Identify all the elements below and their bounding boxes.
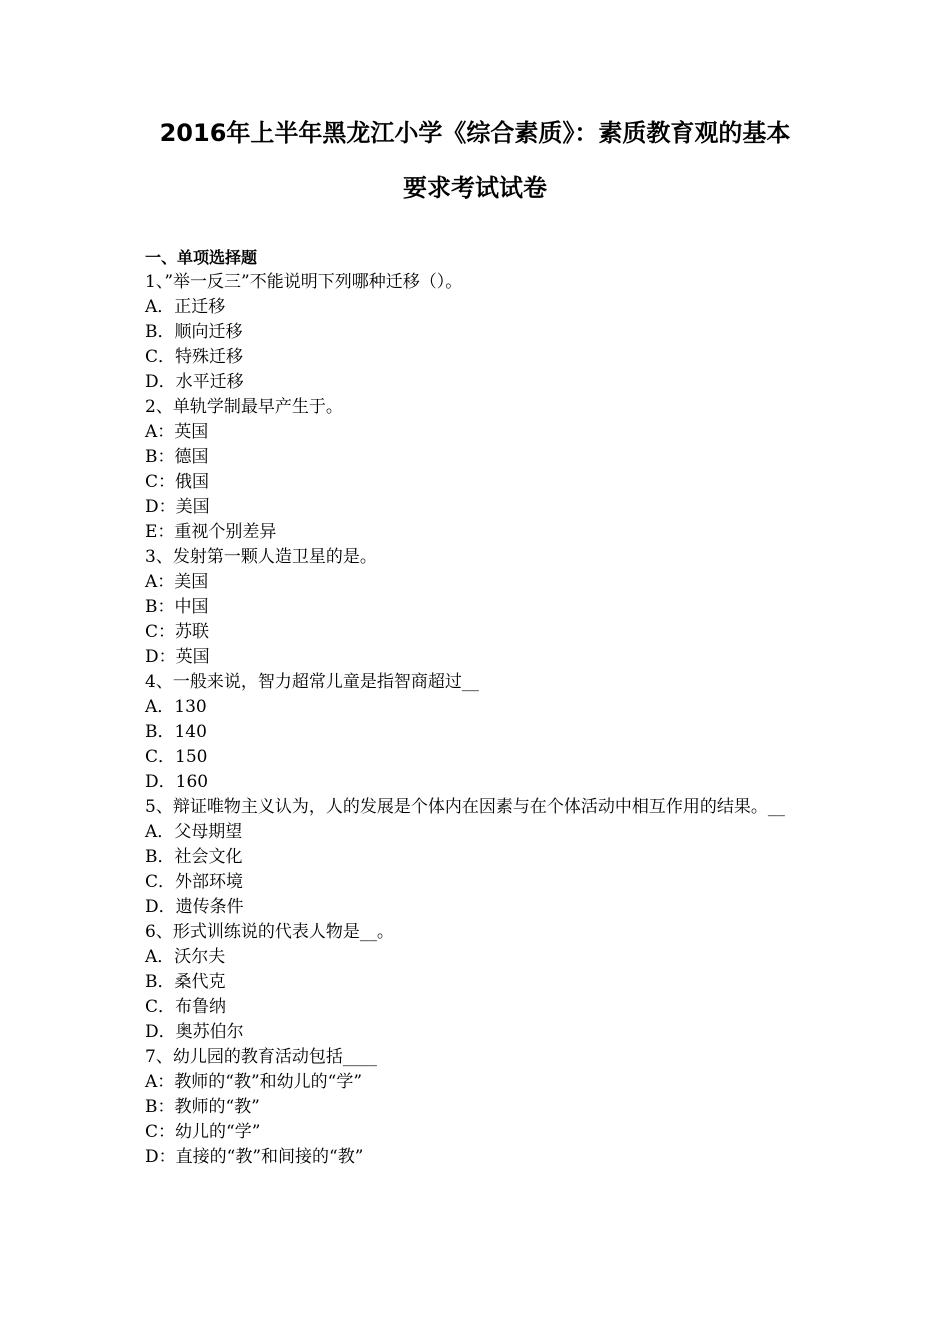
option-d: D：英国 bbox=[145, 647, 210, 667]
option-c: C．外部环境 bbox=[145, 872, 244, 892]
option-c: C：苏联 bbox=[145, 622, 210, 642]
question-5 bbox=[145, 795, 810, 920]
question-1 bbox=[145, 270, 810, 395]
document-title-line-1: 2016年上半年黑龙江小学《综合素质》：素质教育观的基本 bbox=[159, 119, 791, 147]
option-a: A．正迁移 bbox=[145, 297, 226, 317]
question-stem: 7、幼儿园的教育活动包括____ bbox=[145, 1047, 377, 1067]
option-b: B．桑代克 bbox=[145, 972, 226, 992]
question-3 bbox=[145, 545, 810, 670]
option-d: D．160 bbox=[145, 772, 209, 792]
option-c: C：俄国 bbox=[145, 472, 210, 492]
option-a: A．130 bbox=[145, 697, 207, 717]
section-heading: 一、单项选择题 bbox=[145, 248, 258, 267]
option-b: B．140 bbox=[145, 722, 207, 742]
option-a: A：英国 bbox=[145, 422, 209, 442]
question-stem: 6、形式训练说的代表人物是__。 bbox=[145, 922, 394, 942]
option-c: C．特殊迁移 bbox=[145, 347, 244, 367]
question-6 bbox=[145, 920, 810, 1045]
option-a: A．沃尔夫 bbox=[145, 947, 226, 967]
option-d: D：美国 bbox=[145, 497, 210, 517]
option-d: D：直接的“教”和间接的“教” bbox=[145, 1147, 364, 1167]
option-a: A．父母期望 bbox=[145, 822, 243, 842]
question-stem: 2、单轨学制最早产生于。 bbox=[145, 397, 343, 417]
question-stem: 5、辩证唯物主义认为，人的发展是个体内在因素与在个体活动中相互作用的结果。__ bbox=[145, 797, 785, 817]
option-d: D．水平迁移 bbox=[145, 372, 244, 392]
question-7 bbox=[145, 1045, 810, 1170]
question-stem: 4、一般来说，智力超常儿童是指智商超过__ bbox=[145, 672, 479, 692]
option-c: C．150 bbox=[145, 747, 208, 767]
option-b: B．社会文化 bbox=[145, 847, 243, 867]
question-stem: 3、发射第一颗人造卫星的是。 bbox=[145, 547, 377, 567]
option-b: B：中国 bbox=[145, 597, 209, 617]
option-a: A：美国 bbox=[145, 572, 209, 592]
option-a: A：教师的“教”和幼儿的“学” bbox=[145, 1072, 363, 1092]
option-e: E：重视个别差异 bbox=[145, 522, 277, 542]
option-d: D．遗传条件 bbox=[145, 897, 244, 917]
option-c: C：幼儿的“学” bbox=[145, 1122, 261, 1142]
option-d: D．奥苏伯尔 bbox=[145, 1022, 244, 1042]
option-b: B．顺向迁移 bbox=[145, 322, 243, 342]
question-stem: 1、”举一反三”不能说明下列哪种迁移（）。 bbox=[145, 272, 463, 292]
exam-content bbox=[145, 245, 810, 1170]
option-b: B：教师的“教” bbox=[145, 1097, 260, 1117]
question-4 bbox=[145, 670, 810, 795]
option-c: C．布鲁纳 bbox=[145, 997, 227, 1017]
document-title-line-2: 要求考试试卷 bbox=[403, 174, 547, 202]
option-b: B：德国 bbox=[145, 447, 209, 467]
question-2 bbox=[145, 395, 810, 545]
